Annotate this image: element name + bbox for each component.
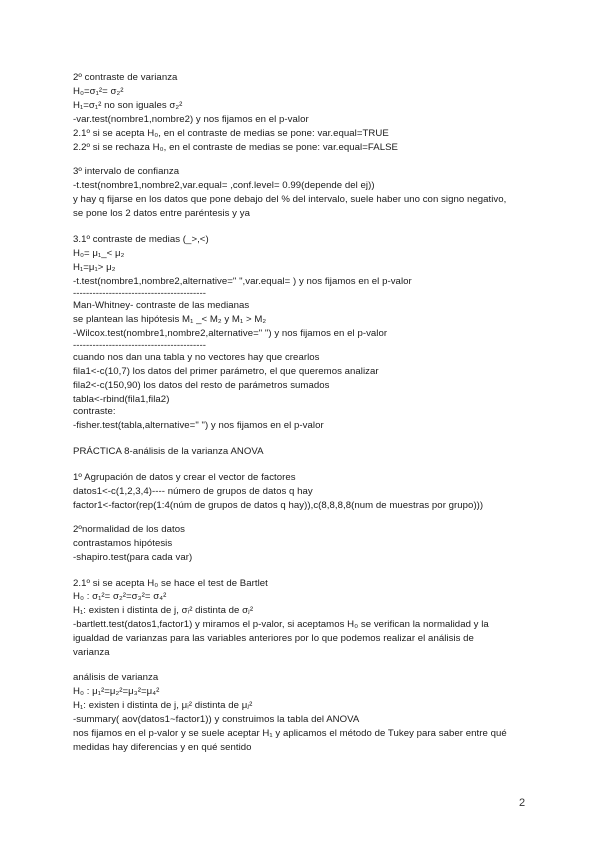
text-line: datos1<-c(1,2,3,4)---- número de grupos de datos q hay — [73, 486, 313, 497]
text-line: -bartlett.test(datos1,factor1) y miramos el p-valor, si aceptamos H₀ se verifican la normalidad y la — [73, 619, 489, 630]
hypothesis-h1: H₁: existen i distinta de j, μᵢ² distinta de μⱼ² — [73, 700, 253, 711]
text-line: varianza — [73, 647, 110, 658]
text-line: Man-Whitney- contraste de las medianas — [73, 300, 250, 311]
text-line: medidas hay diferencias y en qué sentido — [73, 742, 252, 753]
section-heading: 2ºnormalidad de los datos — [73, 524, 185, 535]
hypothesis-h0: H₀= μ₁_< μ₂ — [73, 248, 125, 259]
section-heading: análisis de varianza — [73, 672, 159, 683]
text-line: 2.1º si se acepta H₀, en el contraste de medias se pone: var.equal=TRUE — [73, 128, 389, 139]
text-line: factor1<-factor(rep(1:4(núm de grupos de datos q hay)),c(8,8,8,8(num de muestras por grupo))) — [73, 500, 484, 511]
section-heading: 2.1º si se acepta H₀ se hace el test de Bartlet — [73, 578, 268, 589]
text-line: -t.test(nombre1,nombre2,var.equal= ,conf.level= 0.99(depende del ej)) — [73, 180, 375, 191]
hypothesis-h0: H₀ : σ₁²= σ₂²=σ₃²= σ₄² — [73, 591, 167, 602]
hypothesis-h1: H₁: existen i distinta de j, σᵢ² distinta de σⱼ² — [73, 605, 254, 616]
text-line: -fisher.test(tabla,alternative=" ") y nos fijamos en el p-valor — [73, 420, 324, 431]
text-line: -var.test(nombre1,nombre2) y nos fijamos en el p-valor — [73, 114, 309, 125]
text-line: tabla<-rbind(fila1,fila2) — [73, 394, 170, 405]
hypothesis-h1: H₁=μ₁> μ₂ — [73, 262, 116, 273]
text-line: fila1<-c(10,7) los datos del primer parámetro, el que queremos analizar — [73, 366, 379, 377]
text-line: y hay q fijarse en los datos que pone debajo del % del intervalo, suele haber uno con signo negativo, — [73, 194, 507, 205]
text-line: contrastamos hipótesis — [73, 538, 173, 549]
hypothesis-h1: H₁=σ₁² no son iguales σ₂² — [73, 100, 183, 111]
section-heading: 2º contraste de varianza — [73, 72, 178, 83]
text-line: nos fijamos en el p-valor y se suele aceptar H₁ y aplicamos el método de Tukey para saber entre qué — [73, 728, 507, 739]
text-line: igualdad de varianzas para las variables anteriores por lo que podemos realizar el análisis de — [73, 633, 474, 644]
text-line: se plantean las hipótesis M₁ _< M₂ y M₁ > M₂ — [73, 314, 267, 325]
section-heading: 3.1º contraste de medias (_>,<) — [73, 234, 209, 245]
divider-line: ----------------------------------------- — [73, 288, 207, 299]
text-line: -shapiro.test(para cada var) — [73, 552, 193, 563]
practice-title: PRÁCTICA 8-análisis de la varianza ANOVA — [73, 446, 264, 457]
hypothesis-h0: H₀=σ₁²= σ₂² — [73, 86, 124, 97]
text-line: -Wilcox.test(nombre1,nombre2,alternative=" ") y nos fijamos en el p-valor — [73, 328, 388, 339]
divider-line: ----------------------------------------- — [73, 340, 207, 351]
text-line: -summary( aov(datos1~factor1)) y construimos la tabla del ANOVA — [73, 714, 360, 725]
section-heading: 3º intervalo de confianza — [73, 166, 180, 177]
page-number: 2 — [519, 797, 526, 809]
text-line: cuando nos dan una tabla y no vectores hay que crearlos — [73, 352, 320, 363]
text-line: -t.test(nombre1,nombre2,alternative=" ",var.equal= ) y nos fijamos en el p-valor — [73, 276, 412, 287]
text-line: 2.2º si se rechaza H₀, en el contraste de medias se pone: var.equal=FALSE — [73, 142, 398, 153]
hypothesis-h0: H₀ : μ₁²=μ₂²=μ₃²=μ₄² — [73, 686, 160, 697]
section-heading: 1º Agrupación de datos y crear el vector de factores — [73, 472, 296, 483]
text-line: fila2<-c(150,90) los datos del resto de parámetros sumados — [73, 380, 330, 391]
text-line: se pone los 2 datos entre paréntesis y ya — [73, 208, 250, 219]
text-line: contraste: — [73, 406, 116, 417]
